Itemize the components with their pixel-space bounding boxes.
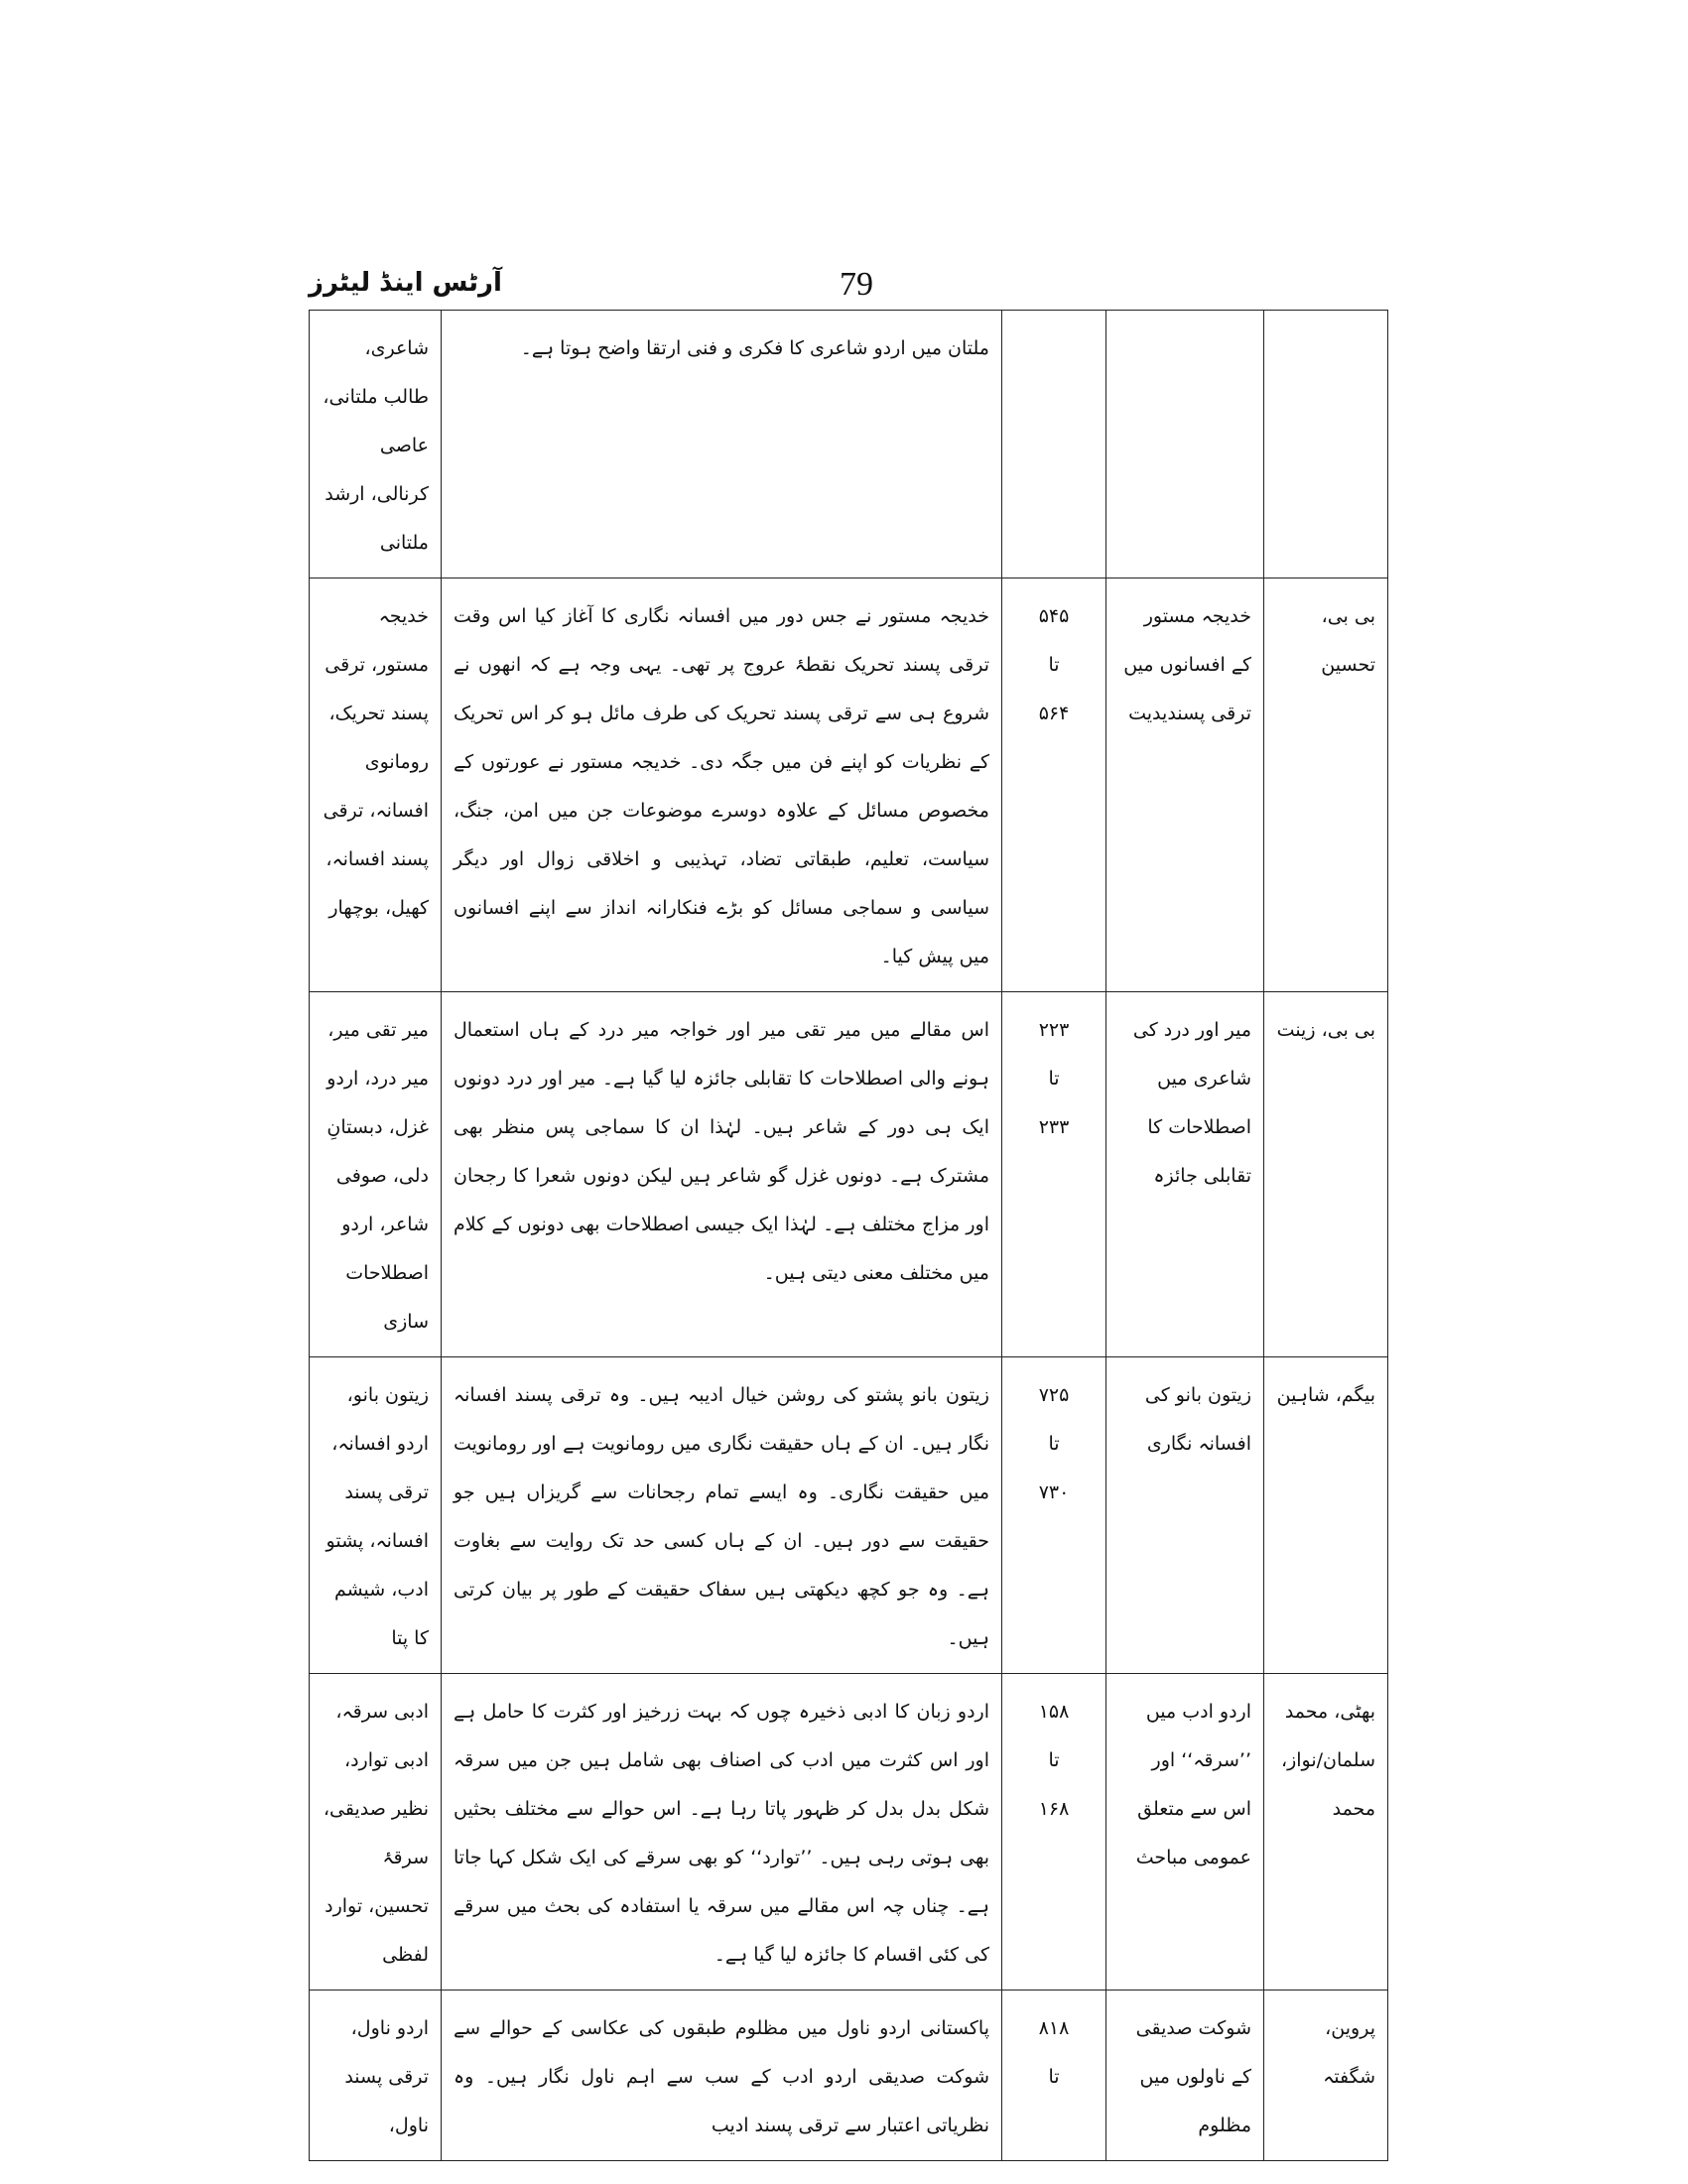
- author-cell: پروین، شگفتہ: [1264, 1991, 1388, 2161]
- author-cell: بیگم، شاہین: [1264, 1357, 1388, 1674]
- page-end: ۵۶۴: [1038, 703, 1070, 724]
- abstract-cell: اس مقالے میں میر تقی میر اور خواجہ میر درد کے ہاں استعمال ہونے والی اصطلاحات کا تقابلی جائزہ لیا گیا ہے۔ میر اور درد دونوں ایک ہی دور کے شاعر ہیں۔ لہٰذا ان کا سماجی پس منظر بھی مشترک ہے۔ دونوں غزل گو شاعر ہیں لیکن دونوں شعرا کا رجحان اور مزاج مختلف ہے۔ لہٰذا ایک جیسی اصطلاحات بھی دونوں کے کلام میں مختلف معنی دیتی ہیں۔: [442, 992, 1002, 1357]
- abstract-cell: خدیجہ مستور نے جس دور میں افسانہ نگاری کا آغاز کیا اس وقت ترقی پسند تحریک نقطۂ عروج پر تھی۔ یہی وجہ ہے کہ انھوں نے شروع ہی سے ترقی پسند تحریک کی طرف مائل ہو کر اس تحریک کے نظریات کو اپنے فن میں جگہ دی۔ خدیجہ مستور نے عورتوں کے مخصوص مسائل کے علاوہ دوسرے موضوعات جن میں امن، جنگ، سیاست، تعلیم، طبقاتی تضاد، تہذیبی و اخلاقی زوال اور دیگر سیاسی و سماجی مسائل کو بڑے فنکارانہ انداز سے اپنے افسانوں میں پیش کیا۔: [442, 578, 1002, 992]
- page-start: ۱۵۸: [1038, 1701, 1070, 1723]
- author-cell: بی بی، تحسین: [1264, 578, 1388, 992]
- page-range-word: تا: [1048, 1433, 1060, 1455]
- title-cell: اردو ادب میں ’’سرقہ‘‘ اور اس سے متعلق عمومی مباحث: [1106, 1674, 1264, 1991]
- title-cell: [1106, 311, 1264, 578]
- pages-cell: [1002, 1991, 1106, 2161]
- pages-cell: [1002, 1674, 1106, 1991]
- table-row: [310, 578, 1388, 992]
- page-end: ۱۶۸: [1038, 1798, 1070, 1820]
- pages-cell: [1002, 311, 1106, 578]
- page-range-word: تا: [1048, 654, 1060, 676]
- table-row: [310, 992, 1388, 1357]
- table-row: [310, 1991, 1388, 2161]
- title-cell: زیتون بانو کی افسانہ نگاری: [1106, 1357, 1264, 1674]
- journal-title: آرٹس اینڈ لیٹرز: [309, 268, 502, 298]
- abstract-cell: پاکستانی اردو ناول میں مظلوم طبقوں کی عکاسی کے حوالے سے شوکت صدیقی اردو ادب کے سب سے اہم ناول نگار ہیں۔ وہ نظریاتی اعتبار سے ترقی پسند ادیب: [442, 1991, 1002, 2161]
- page-range-word: تا: [1048, 1749, 1060, 1771]
- author-cell: بھٹی، محمد سلمان/نواز، محمد: [1264, 1674, 1388, 1991]
- page-number: 79: [840, 266, 873, 303]
- page-end: ۲۳۳: [1038, 1116, 1070, 1138]
- keywords-cell: خدیجہ مستور، ترقی پسند تحریک، رومانوی افسانہ، ترقی پسند افسانہ، کھیل، بوچھار: [310, 578, 442, 992]
- abstract-cell: اردو زبان کا ادبی ذخیرہ چوں کہ بہت زرخیز اور کثرت کا حامل ہے اور اس کثرت میں ادب کی اصناف بھی شامل ہیں جن میں سرقہ شکل بدل بدل کر ظہور پاتا رہا ہے۔ اس حوالے سے مختلف بحثیں بھی ہوتی رہی ہیں۔ ’’توارد‘‘ کو بھی سرقے کی ایک شکل کہا جاتا ہے۔ چناں چہ اس مقالے میں سرقہ یا استفادہ کی بحث میں سرقے کی کئی اقسام کا جائزہ لیا گیا ہے۔: [442, 1674, 1002, 1991]
- author-cell: بی بی، زینت: [1264, 992, 1388, 1357]
- title-cell: خدیجہ مستور کے افسانوں میں ترقی پسندیدیت: [1106, 578, 1264, 992]
- page-start: ۵۴۵: [1038, 605, 1070, 627]
- pages-cell: [1002, 578, 1106, 992]
- page-start: ۸۱۸: [1038, 2017, 1070, 2039]
- page-header: [309, 266, 1361, 308]
- page-range-word: تا: [1048, 1068, 1060, 1090]
- author-cell: [1264, 311, 1388, 578]
- table-row: [310, 1674, 1388, 1991]
- page-range-word: تا: [1048, 2066, 1060, 2088]
- keywords-cell: زیتون بانو، اردو افسانہ، ترقی پسند افسانہ، پشتو ادب، شیشم کا پتا: [310, 1357, 442, 1674]
- title-cell: شوکت صدیقی کے ناولوں میں مظلوم: [1106, 1991, 1264, 2161]
- abstract-cell: زیتون بانو پشتو کی روشن خیال ادیبہ ہیں۔ وہ ترقی پسند افسانہ نگار ہیں۔ ان کے ہاں حقیقت نگاری میں رومانویت ہے اور رومانویت میں حقیقت نگاری۔ وہ ایسے تمام رجحانات سے گریزاں ہیں جو حقیقت سے دور ہیں۔ ان کے ہاں کسی حد تک روایت سے بغاوت ہے۔ وہ جو کچھ دیکھتی ہیں سفاک حقیقت کے طور پر بیان کرتی ہیں۔: [442, 1357, 1002, 1674]
- keywords-cell: اردو ناول، ترقی پسند ناول،: [310, 1991, 442, 2161]
- pages-cell: [1002, 1357, 1106, 1674]
- page-end: ۷۳۰: [1038, 1481, 1070, 1503]
- table-row: [310, 1357, 1388, 1674]
- keywords-cell: ادبی سرقہ، ادبی توارد، نظیر صدیقی، سرقۂ تحسین، توارد لفظی: [310, 1674, 442, 1991]
- page-start: ۷۲۵: [1038, 1384, 1070, 1406]
- page-start: ۲۲۳: [1038, 1019, 1070, 1041]
- keywords-cell: میر تقی میر، میر درد، اردو غزل، دبستانِ دلی، صوفی شاعر، اردو اصطلاحات سازی: [310, 992, 442, 1357]
- thesis-index-table: [309, 310, 1388, 2161]
- table-row: [310, 311, 1388, 578]
- keywords-cell: شاعری، طالب ملتانی، عاصی کرنالی، ارشد ملتانی: [310, 311, 442, 578]
- pages-cell: [1002, 992, 1106, 1357]
- title-cell: میر اور درد کی شاعری میں اصطلاحات کا تقابلی جائزہ: [1106, 992, 1264, 1357]
- abstract-cell: ملتان میں اردو شاعری کا فکری و فنی ارتقا واضح ہوتا ہے۔: [442, 311, 1002, 578]
